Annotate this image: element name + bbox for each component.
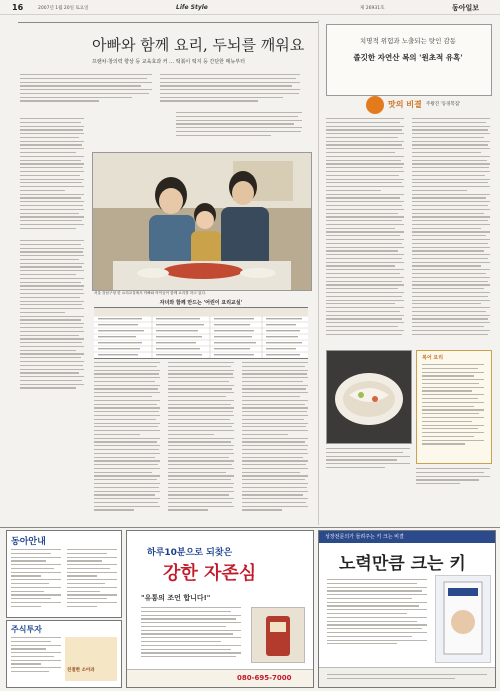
header-date: 2007년 1월 20일 토요일 (38, 6, 89, 11)
center-ad-headline: 강한 자존심 (163, 563, 257, 584)
classified-col2 (67, 549, 117, 613)
side-body-col2 (412, 118, 490, 338)
side-body-col1 (326, 118, 404, 338)
cooking-family-photo (93, 153, 311, 290)
center-ad-image (251, 607, 305, 663)
photo-caption: 서울 강남구청 한 요리교실에서 아빠와 아이들이 함께 요리를 하고 있다. (94, 291, 207, 295)
menu-list (422, 364, 484, 456)
classified-ad (6, 530, 122, 618)
badge-title: 맛의 비결 (388, 100, 422, 109)
center-ad-headline-small: 하루10분으로 되찾은 (147, 548, 233, 558)
section-label: Life Style (176, 4, 208, 11)
class-table (94, 307, 308, 359)
article-lead-2 (160, 74, 300, 110)
fish-photo-caption (326, 448, 410, 508)
book-cover-image (436, 576, 490, 662)
center-ad-phone[interactable]: 080-695-7000 (237, 674, 292, 682)
clinic-ad-box (65, 637, 117, 681)
ad-divider (0, 527, 500, 528)
right-ad-image (435, 575, 491, 663)
center-ad-top (127, 531, 313, 545)
classified-title: 동아안내 (11, 537, 46, 547)
classified-col1 (11, 549, 61, 613)
article-subtitle: 프랜차·창의력 향상 등 교육효과 커 … 떡볶이 떡지 등 간단한 메뉴부터 (92, 59, 245, 65)
table-title: 자녀와 함께 만드는 '어린이 요리교실' (159, 300, 243, 306)
article-body-col4 (242, 362, 308, 520)
center-ad-footer (127, 669, 313, 688)
stock-ad-body (11, 637, 61, 681)
table-grid (94, 308, 308, 358)
right-ad (318, 530, 496, 688)
fish-dish-photo (326, 350, 412, 444)
column-divider (318, 20, 319, 525)
fish-dish-image (327, 351, 411, 443)
center-ad-body (141, 607, 241, 667)
menu-footnote (416, 468, 490, 508)
issue-number: 제 26931호 (360, 6, 385, 11)
article-lead (20, 74, 152, 110)
article-body-col3 (168, 362, 234, 520)
center-ad (126, 530, 314, 688)
clinic-ad-title: 친절한 소아과 (67, 668, 95, 673)
stock-ad-title: 주식투자 (11, 625, 42, 634)
right-ad-footer-text (327, 674, 487, 684)
article-title: 아빠와 함께 요리, 두뇌를 깨워요 (92, 36, 305, 54)
article-body-col2 (94, 362, 160, 520)
product-image (252, 608, 304, 662)
page-number: 16 (12, 3, 24, 12)
right-ad-top: 성장전문의가 들려주는 키 크는 비결 (325, 534, 404, 540)
article-lead-3 (176, 112, 302, 148)
stock-ad (6, 620, 122, 688)
paper-name: 동아일보 (452, 3, 480, 12)
right-ad-footer (319, 667, 495, 688)
badge-suffix: 주왕진 '동경복집' (426, 102, 461, 107)
side-title-line2: 졸깃한 자연산 복의 '원초적 유혹' (353, 53, 463, 62)
article-body-col1b (20, 240, 84, 400)
badge-circle (366, 96, 384, 114)
center-ad-quote: "유통의 조언 합니다!" (141, 594, 211, 602)
title-rule (18, 22, 318, 23)
right-ad-body (327, 579, 427, 659)
side-title-line1: 치명적 위험과 노출되는 탓인 감동 (359, 37, 457, 45)
menu-title: 복어 요리 (422, 355, 444, 361)
right-ad-headline: 노력만큼 크는 키 (339, 554, 466, 574)
article-photo (92, 152, 312, 291)
